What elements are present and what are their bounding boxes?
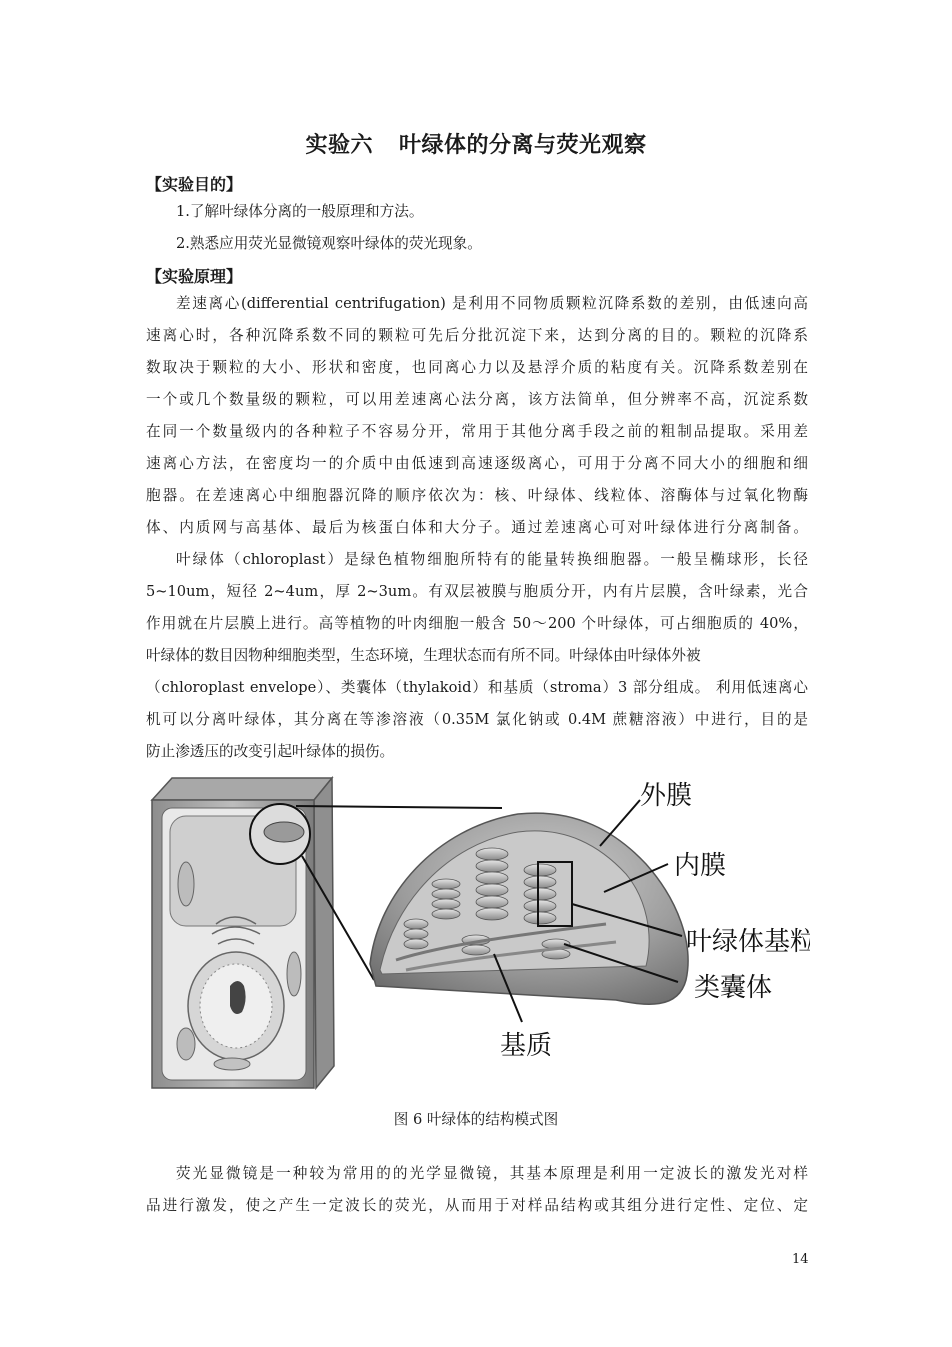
label-inner-membrane: 内膜 (674, 851, 727, 881)
paragraph-line: 荧光显微镜是一种较为常用的的光学显微镜，其基本原理是利用一定波长的激发光对样 (176, 1165, 808, 1182)
principle-heading: 【实验原理】 (146, 267, 243, 286)
title-text: 叶绿体的分离与荧光观察 (399, 133, 647, 158)
paragraph-line: 速离心方法，在密度均一的介质中由低速到高速逐级离心，可用于分离不同大小的细胞和细 (146, 455, 808, 472)
page-number: 14 (792, 1252, 809, 1267)
page-title (0, 128, 952, 159)
chloroplast-cutaway (370, 813, 688, 1004)
paragraph-line: （chloroplast envelope）、类囊体（thylakoid）和基质（stroma）3 部分组成。 利用低速离心 (146, 679, 808, 696)
paragraph-line: 叶绿体的数目因物种细胞类型，生态环境，生理状态而有所不同。叶绿体由叶绿体外被 (146, 647, 701, 664)
chloroplast-figure (146, 774, 810, 1094)
paragraph-line: 叶绿体（chloroplast）是绿色植物细胞所特有的能量转换细胞器。一般呈椭球形，长径 (176, 551, 808, 568)
figure-caption: 图 6 叶绿体的结构模式图 (393, 1111, 559, 1128)
purpose-item: 2.熟悉应用荧光显微镜观察叶绿体的荧光现象。 (176, 235, 482, 252)
paragraph-line: 5~10um，短径 2~4um，厚 2~3um。有双层被膜与胞质分开，内有片层膜，含叶绿素，光合 (146, 583, 808, 600)
label-thylakoid: 类囊体 (694, 973, 773, 1003)
paragraph-line: 机可以分离叶绿体，其分离在等渗溶液（0.35M 氯化钠或 0.4M 蔗糖溶液）中进行，目的是 (146, 711, 808, 728)
paragraph-line: 品进行激发，使之产生一定波长的荧光，从而用于对样品结构或其组分进行定性、定位、定 (146, 1197, 808, 1214)
paragraph-line: 差速离心(differential centrifugation) 是利用不同物质颗粒沉降系数的差别，由低速向高 (176, 295, 808, 312)
paragraph-line: 在同一个数量级内的各种粒子不容易分开，常用于其他分离手段之前的粗制品提取。采用差 (146, 423, 808, 440)
label-stroma: 基质 (500, 1031, 553, 1061)
title-experiment-number: 实验六 (305, 133, 373, 158)
paragraph-line: 一个或几个数量级的颗粒，可以用差速离心法分离，该方法简单，但分辨率不高，沉淀系数 (146, 391, 808, 408)
purpose-heading: 【实验目的】 (146, 175, 243, 194)
paragraph-line: 体、内质网与高基体、最后为核蛋白体和大分子。通过差速离心可对叶绿体进行分离制备。 (146, 519, 808, 536)
label-granum: 叶绿体基粒 (686, 927, 810, 957)
paragraph-line: 防止渗透压的改变引起叶绿体的损伤。 (146, 743, 395, 760)
paragraph-line: 数取决于颗粒的大小、形状和密度，也同离心力以及悬浮介质的粘度有关。沉降系数差别在 (146, 359, 808, 376)
label-outer-membrane: 外膜 (640, 781, 693, 811)
paragraph-line: 速离心时，各种沉降系数不同的颗粒可先后分批沉淀下来，达到分离的目的。颗粒的沉降系 (146, 327, 808, 344)
paragraph-line: 作用就在片层膜上进行。高等植物的叶肉细胞一般含 50～200 个叶绿体，可占细胞质的 40%， (146, 615, 808, 632)
paragraph-line: 胞器。在差速离心中细胞器沉降的顺序依次为：核、叶绿体、线粒体、溶酶体与过氧化物酶 (146, 487, 808, 504)
purpose-item: 1.了解叶绿体分离的一般原理和方法。 (176, 203, 424, 220)
chloroplast-diagram (146, 774, 810, 1094)
